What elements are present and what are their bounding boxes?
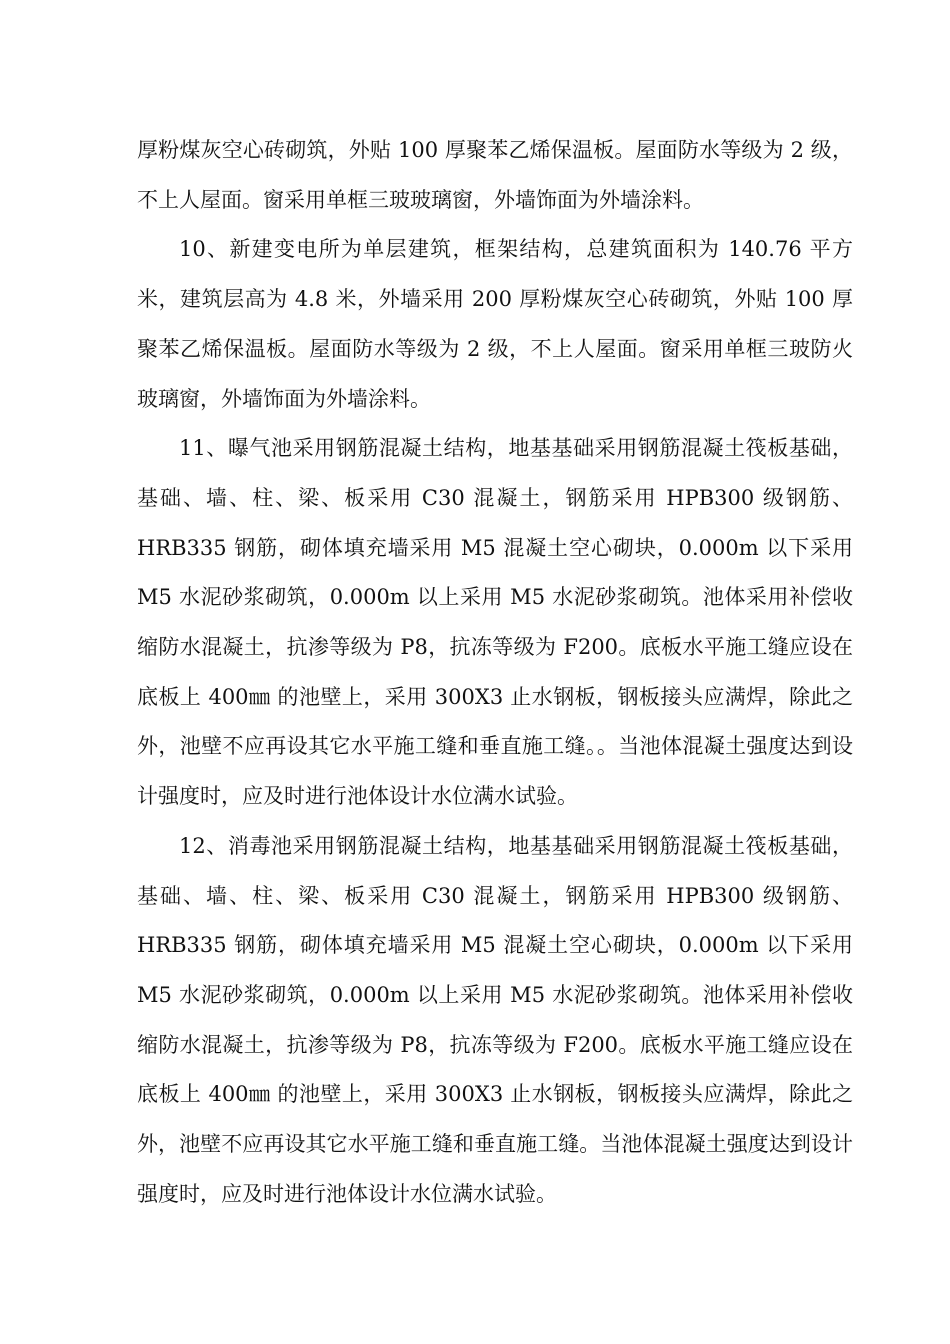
paragraph-continued: 厚粉煤灰空心砖砌筑，外贴 100 厚聚苯乙烯保温板。屋面防水等级为 2 级，不上人屋面。窗采用单框三玻玻璃窗，外墙饰面为外墙涂料。: [137, 138, 853, 212]
paragraph-item-11: 11、曝气池采用钢筋混凝土结构，地基基础采用钢筋混凝土筏板基础，基础、墙、柱、梁、板采用 C30 混凝土，钢筋采用 HPB300 级钢筋、HRB335 钢筋，砌体填充墙采用 M5 混凝土空心砌块，0.000m 以下采用 M5 水泥砂浆砌筑，0.000m 以上采用 M5 水泥砂浆砌筑。池体采用补偿收缩防水混凝土，抗渗等级为 P8，抗冻等级为 F200。底板水平施工缝应设在底板上 400㎜ 的池壁上，采用 300X3 止水钢板，钢板接头应满焊，除此之外，池壁不应再设其它水平施工缝和垂直施工缝。。当池体混凝土强度达到设计强度时，应及时进行池体设计水位满水试验。: [137, 436, 853, 809]
paragraph-item-10: 10、新建变电所为单层建筑，框架结构，总建筑面积为 140.76 平方米，建筑层高为 4.8 米，外墙采用 200 厚粉煤灰空心砖砌筑，外贴 100 厚聚苯乙烯保温板。屋面防水等级为 2 级，不上人屋面。窗采用单框三玻防火玻璃窗，外墙饰面为外墙涂料。: [137, 237, 853, 411]
paragraph-item-12: 12、消毒池采用钢筋混凝土结构，地基基础采用钢筋混凝土筏板基础，基础、墙、柱、梁、板采用 C30 混凝土，钢筋采用 HPB300 级钢筋、HRB335 钢筋，砌体填充墙采用 M5 混凝土空心砌块，0.000m 以下采用 M5 水泥砂浆砌筑，0.000m 以上采用 M5 水泥砂浆砌筑。池体采用补偿收缩防水混凝土，抗渗等级为 P8，抗冻等级为 F200。底板水平施工缝应设在底板上 400㎜ 的池壁上，采用 300X3 止水钢板，钢板接头应满焊，除此之外，池壁不应再设其它水平施工缝和垂直施工缝。当池体混凝土强度达到设计强度时，应及时进行池体设计水位满水试验。: [137, 833, 853, 1206]
document-body: [137, 126, 853, 1219]
